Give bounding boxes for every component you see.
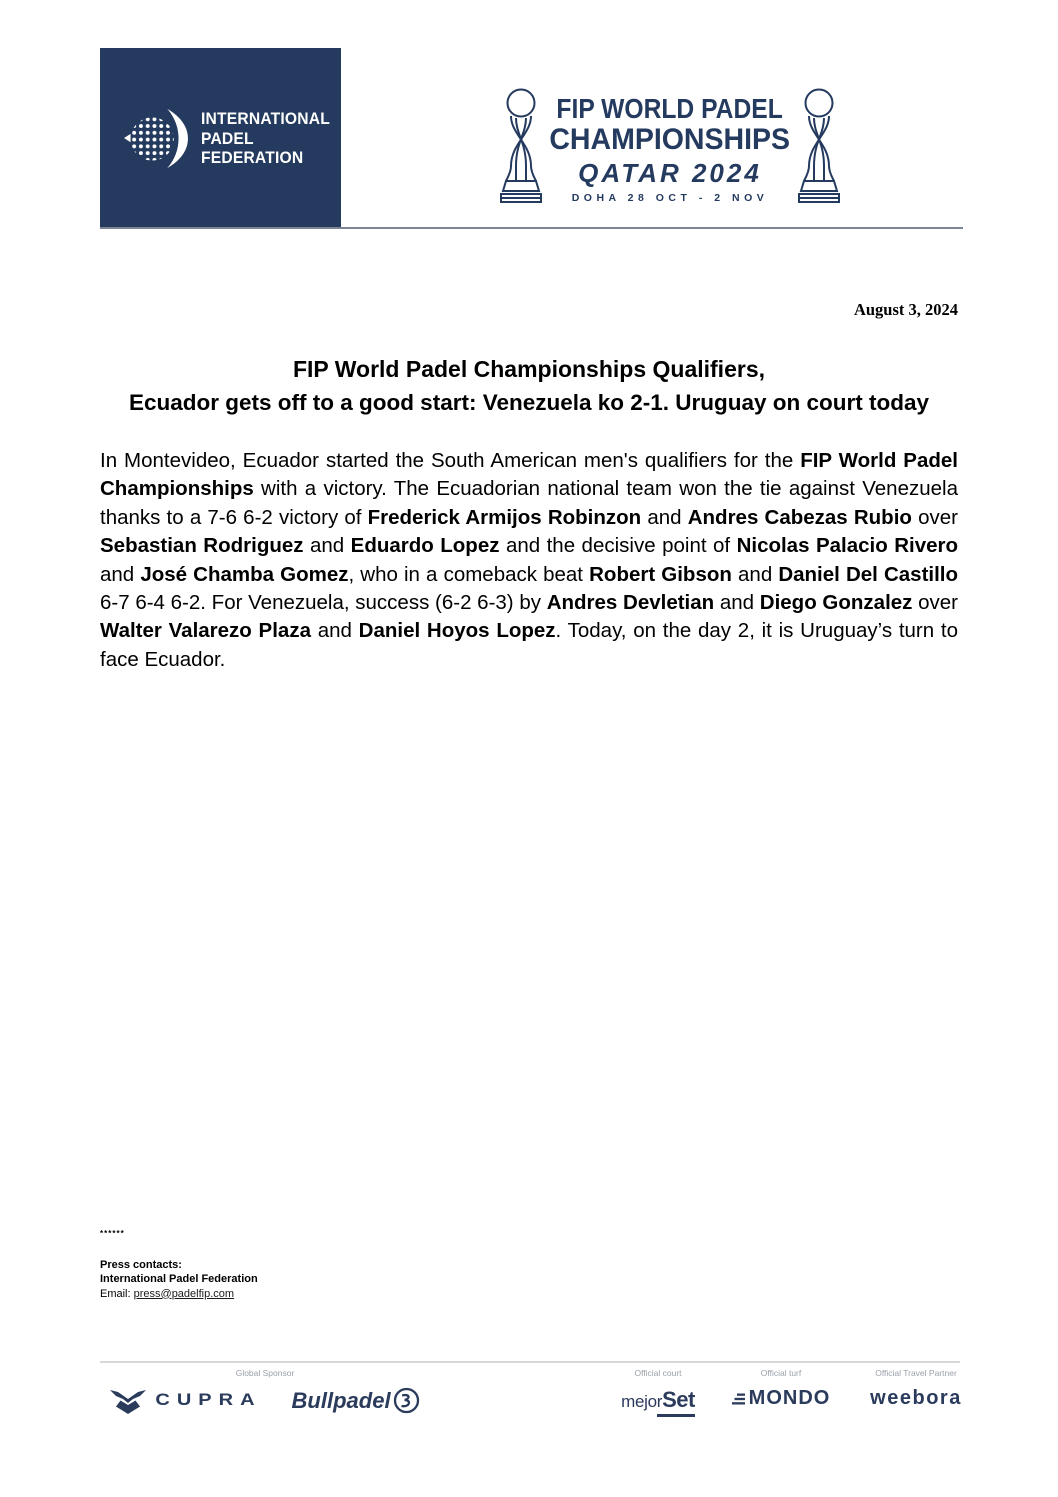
header-divider — [100, 227, 963, 229]
cupra-emblem-icon — [110, 1387, 146, 1414]
title-line-2: Ecuador gets off to a good start: Venezuela ko 2-1. Uruguay on court today — [128, 390, 930, 415]
ipf-logo-text — [201, 109, 330, 168]
press-contacts-heading: Press contacts: — [100, 1258, 182, 1271]
trophy-icon — [796, 86, 842, 214]
ipf-ball-icon — [124, 100, 190, 178]
press-contacts-block — [100, 1227, 258, 1301]
mejorset-wordmark-part2: Set — [662, 1387, 695, 1412]
event-logo-line: FIP WORLD PADEL — [556, 93, 784, 124]
event-logo-line: CHAMPIONSHIPS — [549, 123, 791, 156]
event-logo-line: QATAR 2024 — [578, 158, 762, 188]
event-logo-line: DOHA 28 OCT - 2 NOV — [571, 192, 769, 204]
document-title — [100, 353, 958, 419]
bullpadel-wordmark: Bullpadel — [291, 1387, 391, 1413]
cupra-wordmark: CUPRA — [155, 1390, 262, 1410]
sponsor-category-label: Global Sponsor — [235, 1368, 295, 1378]
press-contacts-email-row — [100, 1287, 258, 1302]
mejorset-wordmark-part1: mejor — [621, 1392, 663, 1411]
footer-group-official-turf — [731, 1368, 831, 1410]
press-contacts-organization: International Padel Federation — [100, 1273, 258, 1285]
event-logo — [498, 86, 842, 214]
mejorset-logo — [621, 1387, 695, 1413]
ipf-logo — [100, 48, 341, 229]
email-label: Email: — [100, 1287, 134, 1300]
trophy-icon — [498, 86, 544, 214]
body-paragraph: In Montevideo, Ecuador started the South American men's qualifiers for the FIP World Padel Championships with a victory. The Ecuadorian national team won the tie against Venezuela thanks to a 7-6 6-2 victory of Frederick Armijos Robinzon and Andres Cabezas Rubio over Sebastian Rodriguez and Eduardo Lopez and the decisive point of Nicolas Palacio Rivero and José Chamba Gomez, who in a comeback beat Robert Gibson and Daniel Del Castillo 6-7 6-4 6-2. For Venezuela, success (6-2 6-3) by Andres Devletian and Diego Gonzalez over Walter Valarezo Plaza and Daniel Hoyos Lopez. Today, on the day 2, it is Uruguay’s turn to face Ecuador. — [100, 449, 959, 671]
bullpadel-logo — [292, 1387, 420, 1414]
ipf-logo-line: FEDERATION — [200, 148, 304, 168]
weebora-wordmark: weebora — [870, 1387, 962, 1409]
sponsor-category-label: Official Travel Partner — [875, 1368, 957, 1378]
separator-stars: ****** — [100, 1229, 125, 1238]
sponsor-category-label: Official turf — [760, 1368, 802, 1378]
footer-group-global-sponsor — [100, 1368, 430, 1414]
event-logo-text — [549, 93, 791, 207]
cupra-logo — [110, 1387, 261, 1414]
document-date: August 3, 2024 — [853, 300, 958, 319]
ipf-logo-line: PADEL — [200, 128, 254, 148]
title-line-1: FIP World Padel Championships Qualifiers, — [292, 356, 766, 382]
footer-group-travel-partner — [864, 1368, 968, 1410]
footer-group-official-court — [608, 1368, 708, 1417]
mondo-wordmark: MONDO — [748, 1387, 831, 1409]
footer-divider — [100, 1361, 960, 1363]
bullpadel-emblem-icon — [393, 1387, 420, 1414]
mondo-logo — [732, 1387, 831, 1410]
mondo-stripes-icon — [732, 1393, 745, 1405]
mejorset-tagline-bar — [657, 1414, 695, 1417]
email-link[interactable]: press@padelfip.com — [133, 1287, 235, 1300]
sponsor-category-label: Official court — [634, 1368, 682, 1378]
ipf-logo-line: INTERNATIONAL — [200, 109, 330, 129]
global-sponsor-logos — [110, 1387, 419, 1414]
